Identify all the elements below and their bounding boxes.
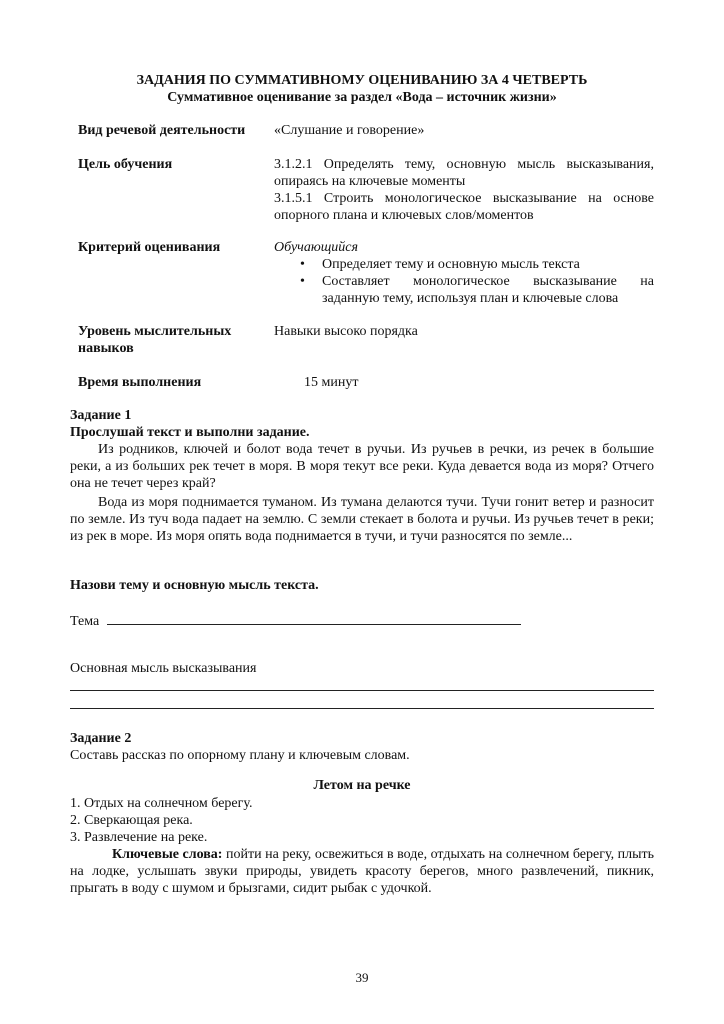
criteria-values — [274, 239, 654, 307]
task1-instruction: Прослушай текст и выполни задание. — [70, 425, 310, 440]
task2-section — [70, 730, 654, 764]
task1-paragraph: Вода из моря поднимается туманом. Из тумана делаются тучи. Тучи гонит ветер и разносит по земле. Из туч вода падает на землю. С земли стекает в болота и ручьи. Из ручьев течет в реки; из рек в море. Из моря опять вода поднимается в тучи, и тучи разносятся по земле... — [70, 495, 654, 544]
keywords-block — [70, 846, 654, 897]
goal-label: Цель обучения — [78, 157, 173, 172]
keywords-paragraph — [70, 846, 654, 897]
task2-title: Задание 2 — [70, 731, 132, 746]
topic-label: Тема — [70, 614, 100, 629]
story-title: Летом на речке — [313, 778, 411, 793]
main-idea-label: Основная мысль высказывания — [70, 661, 257, 676]
time-value: 15 минут — [304, 375, 359, 390]
thinking-value: Навыки высоко порядка — [274, 324, 418, 339]
task1-paragraph: Из родников, ключей и болот вода течет в ручьи. Из ручьев в речки, из речек в большие реки, а из больших рек течет в моря. В моря текут все реки. Куда девается вода из моря? Отчего она не течет через край? — [70, 442, 654, 491]
criteria-label: Критерий оценивания — [78, 240, 221, 255]
goal-item: 3.1.5.1 Строить монологическое высказывание на основе опорного плана и ключевых слов/моментов — [274, 191, 654, 223]
page-subtitle: Суммативное оценивание за раздел «Вода – источник жизни» — [167, 90, 557, 105]
criteria-intro: Обучающийся — [274, 240, 359, 255]
page-number: 39 — [355, 970, 369, 985]
story-plan — [70, 795, 654, 846]
activity-label: Вид речевой деятельности — [78, 123, 246, 138]
criteria-item: • Составляет монологическое высказывание на заданную тему, используя план и ключевые слова — [274, 273, 654, 307]
goal-values — [274, 156, 654, 224]
task1-title: Задание 1 — [70, 408, 132, 423]
page-title: ЗАДАНИЯ ПО СУММАТИВНОМУ ОЦЕНИВАНИЮ ЗА 4 ЧЕТВЕРТЬ — [136, 73, 588, 88]
topic-answer-line — [70, 610, 654, 630]
task1-question: Назови тему и основную мысль текста. — [70, 578, 319, 593]
topic-answer-field[interactable] — [107, 610, 521, 625]
plan-item: 3. Развлечение на реке. — [70, 830, 208, 845]
criteria-list — [274, 256, 654, 307]
goal-item: 3.1.2.1 Определять тему, основную мысль высказывания, опираясь на ключевые моменты — [274, 157, 654, 189]
main-idea-answer-line[interactable] — [70, 708, 654, 709]
task2-instruction: Составь рассказ по опорному плану и ключевым словам. — [70, 748, 410, 763]
keywords-text: пойти на реку, освежиться в воде, отдыхать на солнечном берегу, плыть на лодке, услышать звуки природы, увидеть красоту берегов, много развлечений, пикник, прыгать в воду с шумом и брызгами, сидит рыбак с удочкой. — [70, 847, 654, 896]
keywords-label: Ключевые слова: — [112, 847, 223, 862]
thinking-label: Уровень мыслительных навыков — [78, 324, 232, 356]
main-idea-answer-line[interactable] — [70, 690, 654, 691]
time-label: Время выполнения — [78, 375, 202, 390]
plan-item: 1. Отдых на солнечном берегу. — [70, 796, 253, 811]
activity-value: «Слушание и говорение» — [274, 123, 425, 138]
plan-item: 2. Сверкающая река. — [70, 813, 193, 828]
criteria-item: • Определяет тему и основную мысль текста — [274, 256, 654, 273]
task1-section — [70, 407, 654, 545]
